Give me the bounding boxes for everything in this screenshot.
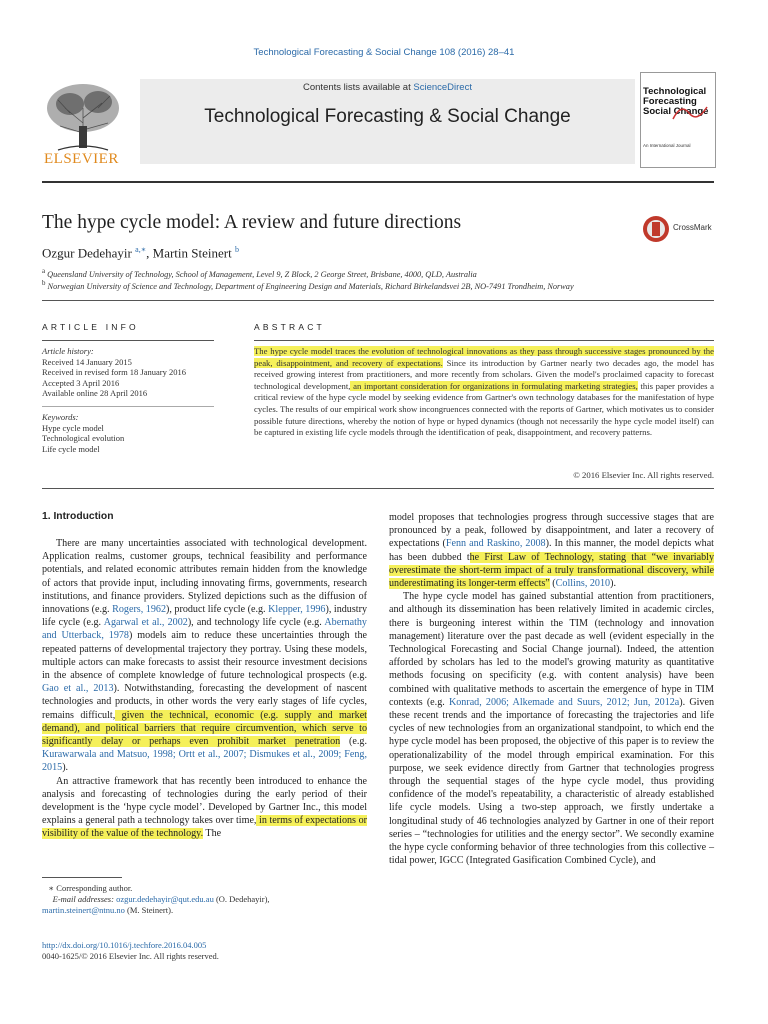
section-heading-introduction: 1. Introduction (42, 511, 114, 522)
history-label: Article history: (42, 346, 94, 356)
p1-text-c: ), industry life cycle (e.g. (42, 604, 367, 629)
affiliation-a-mark: a (42, 268, 46, 275)
ref-konrad[interactable]: Konrad, 2006; Alkemade and Suurs, 2012; Jun, 2012a (448, 696, 680, 708)
c2-text-d: ). (610, 578, 616, 590)
c2-text-c: ( (549, 578, 556, 590)
revised-date: Received in revised form 18 January 2016 (42, 367, 186, 378)
doi-block (42, 940, 219, 962)
journal-title[interactable]: Technological Forecasting & Social Change (204, 106, 571, 127)
p1-text-h: ). (62, 762, 69, 774)
ref-klepper[interactable]: Klepper, 1996 (268, 604, 326, 616)
abstract-highlight-1: The hype cycle model traces the evolution of technological innovations as they pass through successive stages pronounced by the peak, disappointment, and recovery of expectations. (254, 346, 714, 368)
received-date: Received 14 January 2015 (42, 356, 132, 367)
email-2-name: (M. Steinert). (124, 905, 174, 916)
corresponding-author-note: Corresponding author. (54, 883, 133, 893)
keyword-2: Technological evolution (42, 433, 125, 444)
c2-highlight: he First Law of Technology, stating that “we invariably overestimate the short-term impact of a truly transformational discovery, while underestimating its longer-term effects” (389, 551, 714, 590)
abstract-text-2: this paper provides a critical review of the hype cycle model by seeking evidence from Gartner's own technology databases for the manifestation of hype cycles. The results of our empirical work show incongruences connected with the reports of Gartner, which motivates us to consider possible future directions, whereby the notion of hype or hyped dynamics (though not necessarily the hype cycle model itself) can be captured in existing life cycle models through the identification of peak, disappointment, and recovery patterns. (254, 380, 714, 438)
paragraph-2 (42, 775, 367, 841)
p1-text-d: ), and technology life cycle (e.g. (187, 617, 325, 629)
p2-text-b: The (203, 828, 222, 840)
crossmark-icon (642, 215, 670, 243)
ref-agarwal[interactable]: Agarwal et al., 2002 (103, 617, 188, 629)
p1-text-a: There are many uncertainties associated with technological development. Application realms, customer groups, technical feasibility and performance potentials, and related economic attributes remain hidden from the knowledge of actors that provide input, including innovating firms, governments, research institutions, and finance providers. Stylized depictions such as the diffusion of innovations (e.g. (42, 538, 367, 616)
ref-abernathy[interactable]: Abernathy and Utterback, 1978 (42, 617, 367, 642)
keywords (42, 412, 214, 454)
author-separator: , (146, 245, 153, 261)
footnote-rule (42, 877, 122, 878)
p1-highlight: given the technical, economic (e.g. supply and market demand), and political barriers that require circumvention, which serve to significantly delay or perhaps even prohibit market penetration (42, 709, 367, 748)
abstract-rule (254, 340, 714, 341)
author-list (42, 245, 239, 261)
contents-prefix: Contents lists available at (303, 82, 414, 93)
abstract-copyright: © 2016 Elsevier Inc. All rights reserved. (573, 470, 714, 480)
issn-copyright: 0040-1625/© 2016 Elsevier Inc. All rights reserved. (42, 951, 219, 961)
abstract-heading: ABSTRACT (254, 322, 325, 332)
affiliation-b (42, 280, 574, 291)
abstract-highlight-2: an important consideration for organizations in formulating marketing strategies, (350, 380, 638, 391)
article-history (42, 346, 214, 399)
abstract-text (254, 346, 714, 439)
affiliation-b-mark: b (42, 280, 46, 287)
article-title: The hype cycle model: A review and future directions (42, 212, 462, 233)
affiliation-b-text: Norwegian University of Science and Technology, Department of Engineering Design and Materials, Richard Birkelandsvei 2B, NO-7491 Trondheim, Norway (47, 281, 574, 291)
author-1-affil[interactable]: a,∗ (135, 245, 147, 254)
publisher-name: ELSEVIER (44, 151, 119, 167)
keyword-3: Life cycle model (42, 443, 100, 454)
info-rule (42, 340, 214, 341)
accepted-date: Accepted 3 April 2016 (42, 377, 120, 388)
journal-reference[interactable]: Technological Forecasting & Social Change 108 (2016) 28–41 (253, 47, 515, 58)
p3-text-b: ). Given these recent trends and the importance of forecasting the trajectories and life cycles of new technologies from an organizational standpoint, to which end the hype cycle model has been proposed, the objective of this paper is to review the operationalizability of the model through empirical examination. For this purpose, we seek evidence directly from Gartner that technologies progress through the sequential stages of the hype cycle model, thus providing confidence of the model's repeatability, a characteristic of already established life cycle models. Using a two-step approach, we firstly undertake a longitudinal study of 46 technologies analyzed by Gartner in one of their report series – “technologies for utilities and the energy sector”. We secondly examine the hype cycle conforming behavior of three technologies from this collective – tidal power, IGCC (Integrated Gasification Combined Cycle), and (389, 696, 715, 867)
keyword-1: Hype cycle model (42, 422, 104, 433)
doi-link[interactable]: http://dx.doi.org/10.1016/j.techfore.2016.04.005 (42, 940, 207, 950)
p1-text-f: ). Notwithstanding, forecasting the development of nascent technologies and products, in other words the very early stages of life cycles, remains difficult, (42, 683, 367, 721)
crossmark-label: CrossMark (673, 223, 712, 232)
ref-collins[interactable]: Collins, 2010 (555, 578, 611, 590)
body-column-left (42, 537, 367, 841)
p2-highlight: in terms of expectations or visibility of the value of the technology. (42, 815, 367, 840)
author-2-affil[interactable]: b (234, 245, 239, 254)
cover-line-3: Social Change (643, 106, 709, 117)
cover-graphic-icon (671, 101, 711, 123)
body-column-right (389, 511, 714, 867)
paragraph-1 (42, 537, 367, 775)
email-label: E-mail addresses: (52, 894, 117, 905)
footnote-mark: ∗ (48, 883, 55, 893)
abstract-text-1: Since its introduction by Gartner nearly two decades ago, the model has received growing interest from practitioners, and more recently from scholars. Given the model's proclaimed capacity to forecast technological development, (254, 357, 714, 391)
ref-gao[interactable]: Gao et al., 2013 (42, 683, 114, 695)
journal-banner (140, 79, 635, 164)
paragraph-2-continued (389, 511, 714, 590)
abstract-bottom-rule (42, 488, 714, 489)
header-rule (42, 181, 714, 183)
email-link-2[interactable]: martin.steinert@ntnu.no (42, 905, 125, 916)
ref-rogers[interactable]: Rogers, 1962 (112, 604, 166, 616)
crossmark-badge[interactable] (642, 215, 722, 243)
p3-text-a: The hype cycle model has gained substantial attention from practitioners, and although its dissemination has been relatively limited in academic circles, there is burgeoning interest within the TIM (technology and innovation management) literature over the past decade as well (evident especially in the Technological Forecasting and Social Change journal). Indeed, the attention afforded by scholars has led to the model's growing maturity as quantitative methods focusing on specificity (e.g. with content analysis) have been combined with qualitative methods to ascertain the emergence of hype in TIM contexts (e.g. (389, 591, 714, 708)
keywords-label: Keywords: (42, 412, 79, 422)
ref-fenn[interactable]: Fenn and Raskino, 2008 (445, 538, 546, 550)
author-1: Ozgur Dedehayir (42, 245, 132, 261)
email-1-name: (O. Dedehayir), (213, 894, 270, 905)
footnote (42, 883, 270, 917)
online-date: Available online 28 April 2016 (42, 388, 148, 399)
p2-text-a: An attractive framework that has recently been introduced to enhance the analysis and forecasting of technologies during the early period of their development is the ‘hype cycle model’. Developed by Gartner Inc., this model explains a general path a technology takes over time, (42, 775, 367, 827)
keywords-rule (42, 406, 214, 407)
cover-line-1: Technological (643, 86, 707, 97)
contents-line (140, 82, 635, 93)
sciencedirect-link[interactable]: ScienceDirect (413, 82, 472, 93)
journal-cover[interactable] (640, 72, 716, 168)
affiliation-a-text: Queensland University of Technology, School of Management, Level 9, Z Block, 2 George Street, Brisbane, 4000, QLD, Australia (47, 269, 477, 279)
author-2: Martin Steinert (152, 245, 232, 261)
cover-subtitle: An International Journal (643, 143, 691, 148)
article-info-heading: ARTICLE INFO (42, 322, 139, 332)
affiliation-a (42, 268, 477, 279)
p1-text-g: (e.g. (340, 736, 367, 748)
paragraph-3 (389, 590, 714, 867)
cover-line-2: Forecasting (643, 96, 697, 107)
authors-rule (42, 300, 714, 301)
p1-text-b: ), product life cycle (e.g. (166, 604, 269, 616)
ref-kurawarwala[interactable]: Kurawarwala and Matsuo, 1998; Ortt et al., 2007; Dismukes et al., 2009; Feng, 2015 (42, 749, 367, 774)
c2-text-a: model proposes that technologies progress through successive stages that are pronounced by a peak, followed by disappointment, and later a recovery of expectations ( (389, 512, 714, 550)
email-link-1[interactable]: ozgur.dedehayir@qut.edu.au (116, 894, 214, 905)
c2-text-b: ). In this manner, the model depicts what has been dubbed t (389, 538, 714, 563)
p1-text-e: ) models aim to reduce these uncertainties through the repeated patterns of developmental trajectory they portray. Using these models, multiple actors can make forecasts to assist their resource investment decisions in the absence of complete knowledge of future technological prospects (e.g. (42, 630, 367, 682)
